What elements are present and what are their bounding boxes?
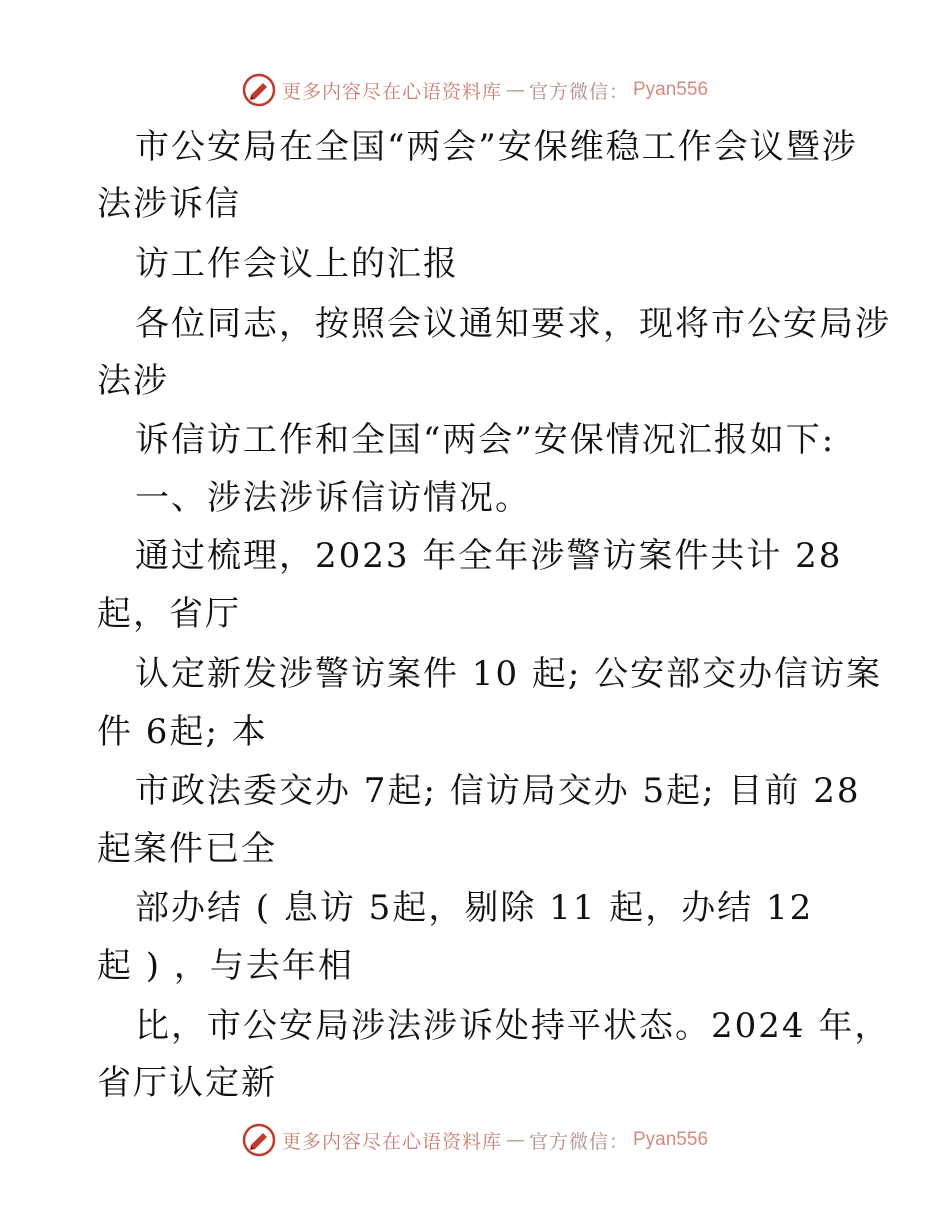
watermark-handle: Pyan556	[633, 79, 709, 100]
watermark-separator: —	[505, 1129, 525, 1151]
doc-line: 件 6起; 本	[97, 712, 268, 752]
doc-line: 一、涉法涉诉信访情况。	[135, 478, 531, 518]
doc-line: 起 ) ，与去年相	[97, 946, 354, 986]
doc-line: 起，省厅	[97, 594, 241, 634]
doc-line: 通过梳理，2023 年全年涉警访案件共计 28	[135, 536, 843, 576]
doc-line: 市政法委交办 7起; 信访局交办 5起; 目前 28	[135, 771, 861, 811]
watermark-sub-text: 官方微信：	[528, 1130, 629, 1153]
watermark-handle: Pyan556	[633, 1129, 709, 1150]
doc-line: 省厅认定新	[97, 1063, 277, 1103]
doc-line: 比，市公安局涉法涉诉处持平状态。2024 年，	[135, 1006, 891, 1046]
doc-line: 法涉	[97, 361, 169, 401]
doc-line: 市公安局在全国“两会”安保维稳工作会议暨涉	[135, 127, 858, 167]
doc-line: 法涉诉信	[97, 184, 241, 224]
doc-line: 部办结 ( 息访 5起，剔除 11 起，办结 12	[135, 888, 814, 928]
doc-line: 起案件已全	[97, 829, 277, 869]
book-pen-logo-icon	[242, 1123, 276, 1157]
watermark-main-text: 更多内容尽在心语资料库	[281, 80, 502, 103]
watermark-main-text: 更多内容尽在心语资料库	[281, 1130, 502, 1153]
doc-line: 诉信访工作和全国“两会”安保情况汇报如下:	[135, 420, 836, 460]
footer-watermark	[0, 1120, 950, 1160]
watermark-separator: —	[505, 79, 525, 101]
watermark-sub-text: 官方微信：	[528, 80, 629, 103]
doc-line: 认定新发涉警访案件 10 起; 公安部交办信访案	[135, 654, 883, 694]
doc-line: 访工作会议上的汇报	[135, 244, 459, 284]
doc-line: 各位同志，按照会议通知要求，现将市公安局涉	[135, 304, 891, 344]
